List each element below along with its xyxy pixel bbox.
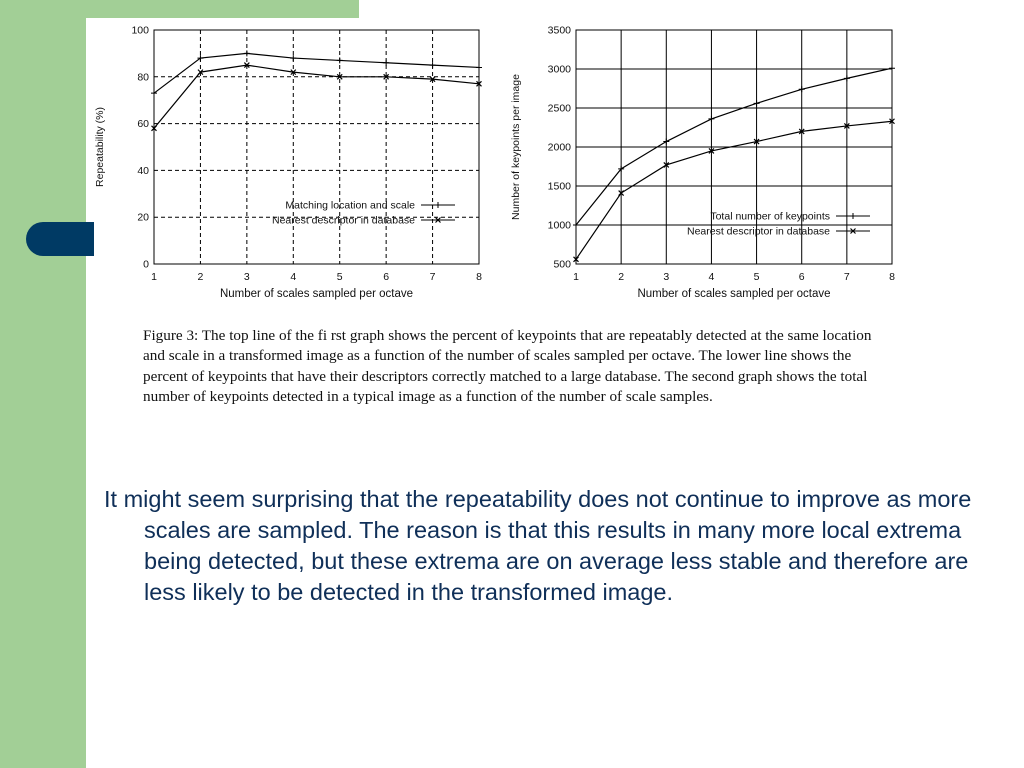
chart1-legend-marker-1 bbox=[435, 202, 441, 208]
chart1-x-tick-label: 3 bbox=[243, 271, 250, 283]
chart1-y-axis-label: Repeatability (%) bbox=[95, 107, 106, 187]
chart1-x-tick-label: 7 bbox=[429, 271, 436, 283]
chart2-x-tick-label: 6 bbox=[798, 271, 805, 283]
chart1-x-tick-label: 1 bbox=[151, 271, 157, 283]
chart1-series-1-point bbox=[476, 64, 482, 70]
chart2-series-1-point bbox=[663, 139, 669, 145]
top-decorative-band bbox=[86, 0, 359, 18]
chart1-series-1-point bbox=[337, 57, 343, 63]
chart1-series-1-point bbox=[383, 60, 389, 66]
chart1-y-tick-label: 60 bbox=[137, 118, 149, 131]
chart2-series-1-point bbox=[754, 100, 760, 106]
chart2-x-axis-label: Number of scales sampled per octave bbox=[637, 288, 831, 300]
chart1-legend-label-1: Matching location and scale bbox=[285, 199, 415, 212]
chart1-x-tick-label: 5 bbox=[336, 271, 343, 283]
chart2-y-tick-label: 3500 bbox=[547, 24, 571, 37]
chart2-series-1-point bbox=[889, 65, 895, 71]
chart1-series-1-point bbox=[290, 55, 296, 61]
chart2-y-tick-label: 1000 bbox=[547, 219, 571, 232]
chart2-legend-marker-1 bbox=[850, 213, 856, 219]
chart2-x-tick-label: 7 bbox=[843, 271, 850, 283]
chart2-y-tick-label: 2000 bbox=[547, 141, 571, 154]
chart2-y-tick-label: 3000 bbox=[547, 63, 571, 76]
chart2-series-1-point bbox=[708, 116, 714, 122]
chart1-y-tick-label: 40 bbox=[137, 164, 149, 177]
chart2-series-1-point bbox=[844, 75, 850, 81]
chart2-y-tick-label: 500 bbox=[553, 258, 571, 271]
chart1-x-tick-label: 6 bbox=[383, 271, 390, 283]
chart2-y-axis-label: Number of keypoints per image bbox=[510, 74, 522, 220]
chart1-series-1-point bbox=[244, 50, 250, 56]
title-marker-pill bbox=[26, 222, 94, 256]
charts-svg bbox=[95, 18, 905, 328]
chart2-legend-label-2: Nearest descriptor in database bbox=[687, 225, 830, 238]
chart1-x-tick-label: 8 bbox=[476, 271, 482, 283]
chart1-legend-label-2: Nearest descriptor in database bbox=[272, 214, 415, 227]
chart2-y-tick-label: 2500 bbox=[547, 102, 571, 115]
left-decorative-band bbox=[0, 0, 86, 768]
figure-caption: Figure 3: The top line of the fi rst graph shows the percent of keypoints that are repeatably detected at the same location and scale in a transformed image as a function of the number of scales sampled per octave. The lower line shows the percent of keypoints that have their descriptors correctly matched to a large database. The second graph shows the total number of keypoints detected in a typical image as a function of the number of scale samples. bbox=[143, 327, 872, 405]
chart2-legend-label-1: Total number of keypoints bbox=[710, 210, 830, 223]
chart1-y-tick-label: 20 bbox=[137, 211, 149, 224]
chart2-x-tick-label: 4 bbox=[708, 271, 715, 283]
chart1-x-tick-label: 4 bbox=[290, 271, 297, 283]
chart2-x-tick-label: 5 bbox=[753, 271, 760, 283]
chart1-series-1-line bbox=[154, 53, 479, 93]
chart2-x-tick-label: 2 bbox=[618, 271, 625, 283]
chart2-series-1-point bbox=[799, 86, 805, 92]
chart1-y-tick-label: 100 bbox=[131, 24, 149, 37]
chart2-x-tick-label: 1 bbox=[573, 271, 579, 283]
chart1-x-axis-label: Number of scales sampled per octave bbox=[219, 288, 414, 300]
chart1-series-1-point bbox=[430, 62, 436, 68]
chart2-x-tick-label: 3 bbox=[663, 271, 670, 283]
chart2-y-tick-label: 1500 bbox=[547, 180, 571, 193]
chart1-y-tick-label: 80 bbox=[137, 71, 149, 84]
chart1-y-tick-label: 0 bbox=[143, 258, 149, 271]
body-paragraph: It might seem surprising that the repeatability does not continue to improve as more scales are sampled. The reason is that this results in many more local extrema being detected, but these extrema are on average less stable and therefore are less likely to be detected in the transformed image. bbox=[104, 486, 972, 605]
chart2-x-tick-label: 8 bbox=[889, 271, 895, 283]
chart1-x-tick-label: 2 bbox=[197, 271, 204, 283]
